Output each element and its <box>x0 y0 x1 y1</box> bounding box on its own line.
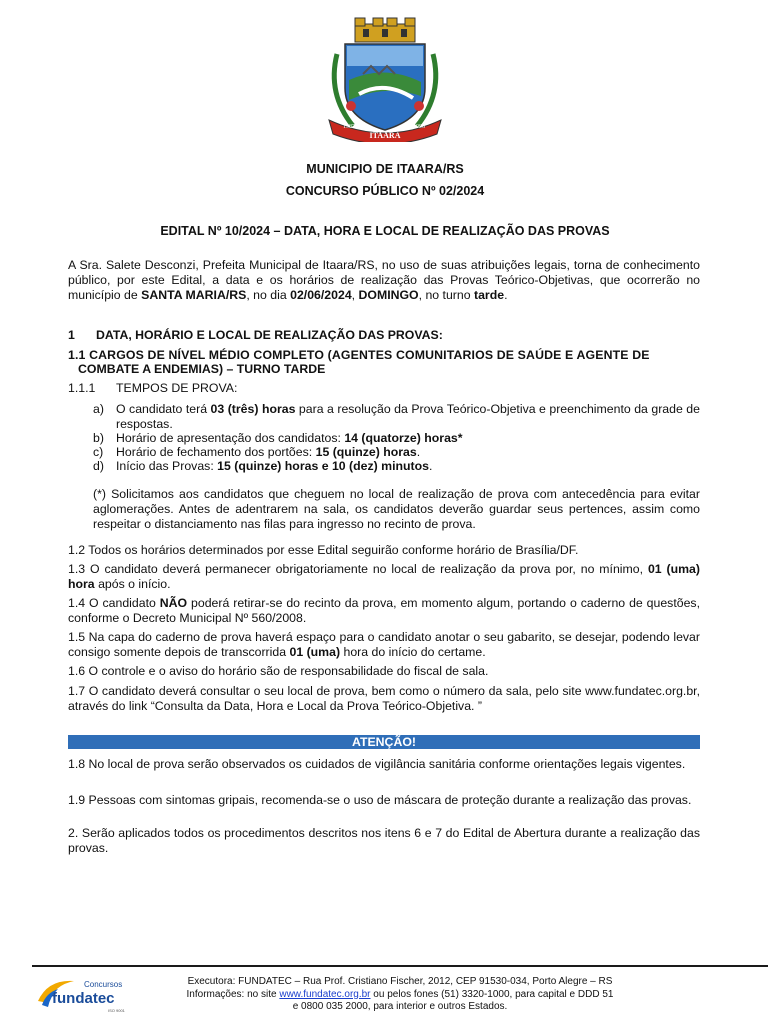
paragraph-1-9: 1.9 Pessoas com sintomas gripais, recomenda-se o uso de máscara de proteção durante a realização das provas. <box>68 793 692 807</box>
section-1-1-title-line2: COMBATE A ENDEMIAS) – TURNO TARDE <box>78 362 326 376</box>
edital-title: EDITAL Nº 10/2024 – DATA, HORA E LOCAL DE REALIZAÇÃO DAS PROVAS <box>160 224 610 238</box>
fundatec-logo <box>34 975 144 1015</box>
subsection-1-1-1-title: TEMPOS DE PROVA: <box>116 381 238 395</box>
list-item: a) O candidato terá 03 (três) horas para a resolução da Prova Teórico-Objetiva e preenchimento da grade de respostas. <box>93 402 700 431</box>
paragraph-1-3: 1.3 O candidato deverá permanecer obrigatoriamente no local de realização da prova por, no mínimo, 01 (uma) hora após o início. <box>68 562 700 591</box>
logo-concursos-text: Concursos <box>84 980 123 989</box>
list-item: d) Início das Provas: 15 (quinze) horas e 10 (dez) minutos. <box>93 459 433 473</box>
crest-year-right: 1996 <box>413 124 425 130</box>
footer-phone: e 0800 035 2000, para interior e outros Estados. <box>292 1001 508 1013</box>
footer-address: Executora: FUNDATEC – Rua Prof. Cristiano Fischer, 2012, CEP 91530-034, Porto Alegre – RS <box>187 976 613 987</box>
note-paragraph: (*) Solicitamos aos candidatos que cheguem no local de realização de prova com antecedência para evitar aglomerações. Antes de adentrarem na sala, os candidatos deverão guardar seus pertences, assim como respeitar o distanciamento nas filas para ingresso no recinto de prova. <box>93 487 700 531</box>
crown-icon <box>355 18 415 42</box>
municipal-crest <box>323 14 447 142</box>
footer-website-link[interactable]: www.fundatec.org.br <box>279 988 371 1000</box>
paragraph-2: 2. Serão aplicados todos os procedimentos descritos nos itens 6 e 7 do Edital de Abertura durante a realização das provas. <box>68 826 700 855</box>
crest-year-left: 1987 <box>343 124 355 130</box>
paragraph-1-8: 1.8 No local de prova serão observados os cuidados de vigilância sanitária conforme orientações legais vigentes. <box>68 757 686 771</box>
crest-banner-text: ITAARA <box>369 131 401 140</box>
footer-contact: Informações: no site www.fundatec.org.br ou pelos fones (51) 3320-1000, para capital e DDD 51 <box>186 988 614 1000</box>
footer-text <box>150 976 650 1014</box>
attention-banner: ATENÇÃO! <box>68 735 700 749</box>
list-item: b) Horário de apresentação dos candidatos: 14 (quatorze) horas* <box>93 431 463 445</box>
paragraph-1-5: 1.5 Na capa do caderno de prova haverá espaço para o candidato anotar o seu gabarito, se desejar, podendo levar consigo somente depois de transcorrida 01 (uma) hora do início do certame. <box>68 630 700 659</box>
paragraph-1-6: 1.6 O controle e o aviso do horário são de responsabilidade do fiscal de sala. <box>68 664 489 678</box>
paragraph-1-2: 1.2 Todos os horários determinados por esse Edital seguirão conforme horário de Brasília/DF. <box>68 543 579 557</box>
municipality-name: MUNICIPIO DE ITAARA/RS <box>306 162 464 176</box>
paragraph-1-7: 1.7 O candidato deverá consultar o seu local de prova, bem como o número da sala, pelo site www.fundatec.org.br, através do link “Consulta da Data, Hora e Local da Prova Teórico-Objetiva. ” <box>68 684 700 713</box>
paragraph-1-4: 1.4 O candidato NÃO poderá retirar-se do recinto da prova, em momento algum, portando o caderno de questões, conforme o Decreto Municipal Nº 560/2008. <box>68 596 700 625</box>
section-1-title: DATA, HORÁRIO E LOCAL DE REALIZAÇÃO DAS PROVAS: <box>96 328 443 342</box>
subsection-1-1-1-number: 1.1.1 <box>68 381 96 395</box>
section-1-number: 1 <box>68 328 75 342</box>
intro-paragraph: A Sra. Salete Desconzi, Prefeita Municipal de Itaara/RS, no uso de suas atribuições legais, torna de conhecimento público, por este Edital, a data e os horários de realização das Provas Teórico-Objetivas, que ocorrerão no município de SANTA MARIA/RS, no dia 02/06/2024, DOMINGO, no turno tarde. <box>68 258 700 302</box>
contest-number: CONCURSO PÚBLICO Nº 02/2024 <box>285 184 485 198</box>
list-item: c) Horário de fechamento dos portões: 15 (quinze) horas. <box>93 445 421 459</box>
logo-iso-text: ISO 9001 <box>108 1008 125 1013</box>
footer-divider <box>32 965 768 967</box>
logo-name-text: fundatec <box>52 990 115 1007</box>
section-1-1-title-line1: 1.1 CARGOS DE NÍVEL MÉDIO COMPLETO (AGENTES COMUNITARIOS DE SAÚDE E AGENTE DE <box>68 348 650 362</box>
